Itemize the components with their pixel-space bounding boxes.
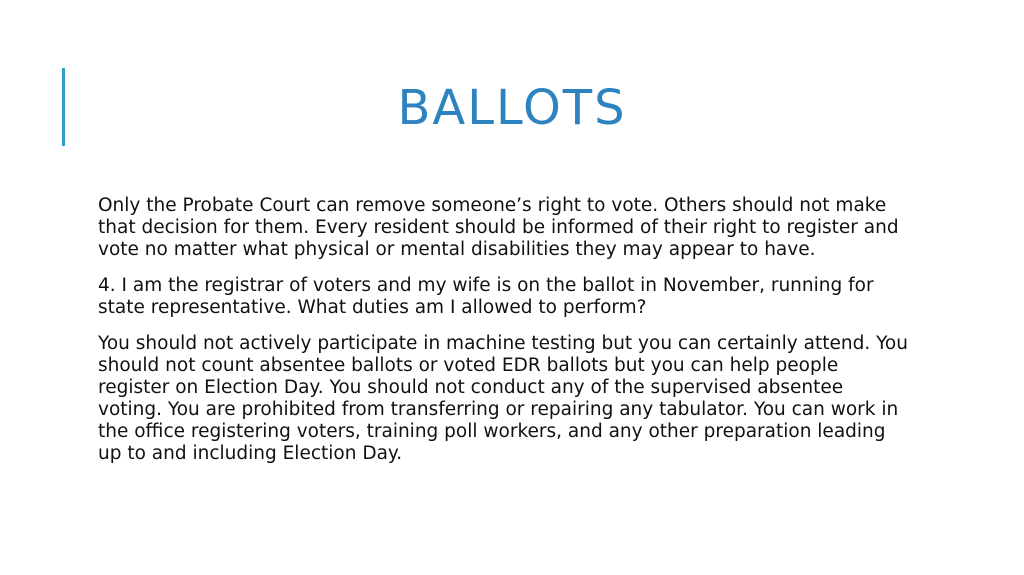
paragraph-answer-duties: You should not actively participate in machine testing but you can certainly attend. You should not count absentee ballots or voted EDR ballots but you can help people register on Election Day. You should not conduct any of the supervised absentee voting. You are prohibited from transferring or repairing any tabulator. You can work in the office registering voters, training poll workers, and any other preparation leading up to and including Election Day. xyxy=(98,333,908,464)
slide-title: BALLOTS xyxy=(397,80,627,136)
slide-body xyxy=(98,195,908,479)
paragraph-probate-court: Only the Probate Court can remove someone’s right to vote. Others should not make that decision for them. Every resident should be informed of their right to register and vote no matter what physical or mental disabilities they may appear to have. xyxy=(98,195,899,260)
paragraph-question-4: 4. I am the registrar of voters and my wife is on the ballot in November, running for state representative. What duties am I allowed to perform? xyxy=(98,275,874,318)
